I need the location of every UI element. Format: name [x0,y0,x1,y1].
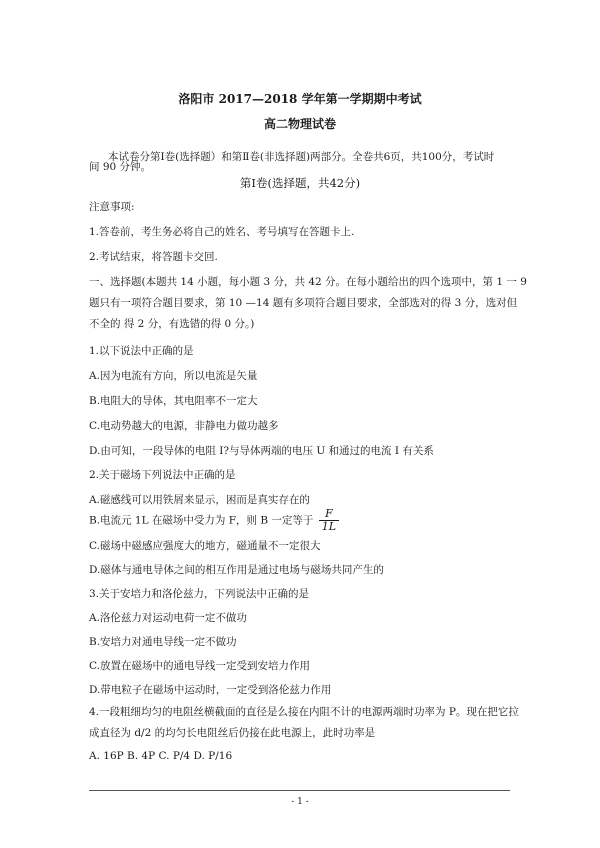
question-3-option-d: D.带电粒子在磁场中运动时，一定受到洛伦兹力作用 [89,684,332,696]
question-1-option-a: A.因为电流有方向，所以电流是矢量 [89,370,258,382]
intro-line-1: 本试卷分第Ⅰ卷(选择题）和第Ⅱ卷(非选择题)两部分。全卷共6页，共100分，考试时 [108,151,495,163]
question-4-stem-line-1: 4.一段粗细均匀的电阻丝横截面的直径是么接在内阻不计的电源两端时功率为 P。现在把它拉 [89,706,519,718]
page-number: - 1 - [291,797,309,807]
force-over-current-length-fraction [319,508,339,533]
part-instructions-line-2: 题只有一项符合题目要求，第 10 —14 题有多项符合题目要求，全部选对的得 3 分，选对但 [89,297,518,309]
question-1-stem: 1.以下说法中正确的是 [89,345,194,357]
section-title: 第Ⅰ卷(选择题，共42分) [239,176,361,190]
note-item: 1.答卷前，考生务必将自己的姓名、考号填写在答题卡上. [89,226,355,238]
question-4-stem-line-2: 成直径为 d/2 的均匀长电阻丝后仍接在此电源上，此时功率是 [89,727,376,739]
question-4-options: A. 16P B. 4P C. P/4 D. P/16 [89,750,233,762]
fraction-denominator: 1L [321,520,337,533]
exam-subtitle: 高二物理试卷 [263,117,336,131]
question-3-option-b: B.安培力对通电导线一定不做功 [89,636,237,648]
question-2-option-b [89,508,339,533]
question-3-stem: 3.关于安培力和洛伦兹力，下列说法中正确的是 [89,588,310,600]
question-3-option-c: C.放置在磁场中的通电导线一定受到安培力作用 [89,660,310,672]
question-1-option-b: B.电阻大的导体，其电阻率不一定大 [89,395,258,407]
footer-divider [89,790,510,791]
question-2-option-b-text: B.电流元 1L 在磁场中受力为 F，则 B 一定等于 [89,514,314,527]
exam-title: 洛阳市 2017—2018 学年第一学期期中考试 [178,92,422,106]
question-1-option-c: C.电动势越大的电源，非静电力做功越多 [89,420,279,432]
question-3-option-a: A.洛伦兹力对运动电荷一定不做功 [89,612,247,624]
fraction-numerator: F [319,508,339,521]
part-instructions-line-3: 不全的 得 2 分，有选错的得 0 分。) [89,318,255,330]
intro-line-2: 间 90 分钟。 [89,161,152,173]
note-item: 2.考试结束，将答题卡交回. [89,251,218,263]
notes-heading: 注意事项: [89,201,135,213]
question-1-option-d: D.由可知，一段导体的电阻 I?与导体两端的电压 U 和通过的电流 I 有关系 [89,445,434,457]
question-2-option-a: A.磁感线可以用铁屑来显示，困而是真实存在的 [89,494,310,506]
part-instructions-line-1: 一、选择题(本题共 14 小题，每小题 3 分，共 42 分。在每小题给出的四个选项中，第 1 一 9 [89,276,527,288]
question-2-stem: 2.关于磁场下列说法中正确的是 [89,469,236,481]
question-2-option-c: C.磁场中磁感应强度大的地方，磁通量不一定很大 [89,540,321,552]
question-2-option-d: D.磁体与通电导体之间的相互作用是通过电场与磁场共同产生的 [89,564,384,576]
